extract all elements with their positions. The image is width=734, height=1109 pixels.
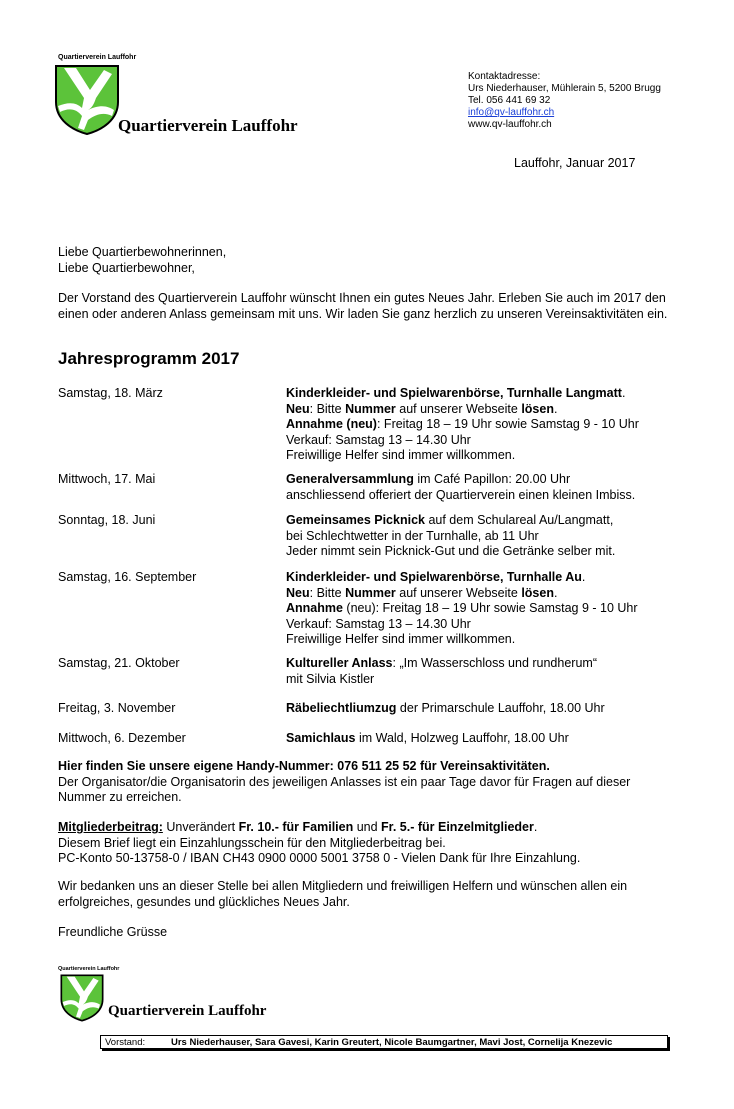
event-text: . <box>581 570 586 584</box>
event-title: Kultureller Anlass <box>286 656 393 670</box>
greeting-line-1: Liebe Quartierbewohnerinnen, <box>58 245 227 259</box>
event-text: : Bitte <box>309 585 346 600</box>
header-org-name: Quartierverein Lauffohr <box>118 116 298 135</box>
event-text: auf unserer Webseite <box>395 585 522 600</box>
program-title: Jahresprogramm 2017 <box>58 349 240 368</box>
event-title: Kinderkleider- und Spielwarenbörse, Turnhalle Langmatt <box>286 386 622 400</box>
event-text: der Primarschule Lauffohr, 18.00 Uhr <box>396 701 605 715</box>
event-date: Samstag, 21. Oktober <box>58 656 180 670</box>
place-date: Lauffohr, Januar 2017 <box>514 156 636 170</box>
board-box <box>100 1035 668 1049</box>
event-description <box>286 513 686 560</box>
event-text: im Wald, Holzweg Lauffohr, 18.00 Uhr <box>355 731 569 745</box>
event-date: Mittwoch, 17. Mai <box>58 472 156 486</box>
event-text-bold: lösen <box>521 585 554 600</box>
event-date: Samstag, 18. März <box>58 386 163 400</box>
handy-info: Der Organisator/die Organisatorin des jeweiligen Anlasses ist ein paar Tage davor für Fragen auf dieser Nummer zu erreichen. <box>58 774 631 804</box>
handy-number: Hier finden Sie unsere eigene Handy-Nummer: 076 511 25 52 für Vereinsaktivitäten. <box>58 759 550 773</box>
event-text: . <box>621 386 626 400</box>
board-members: Urs Niederhauser, Sara Gavesi, Karin Greutert, Nicole Baumgartner, Mavi Jost, Cornelija Knezevic <box>171 1037 613 1048</box>
fee-text: und <box>353 820 382 834</box>
event-text: Freiwillige Helfer sind immer willkommen. <box>286 632 516 646</box>
event-title: Samichlaus <box>286 731 356 745</box>
event-text: Verkauf: Samstag 13 – 14.30 Uhr <box>286 432 471 447</box>
coat-of-arms-icon <box>54 64 120 136</box>
event-text: (neu): Freitag 18 – 19 Uhr sowie Samstag 9 - 10 Uhr <box>342 601 638 615</box>
fee-section <box>58 820 678 867</box>
greeting-line-2: Liebe Quartierbewohner, <box>58 260 195 275</box>
footer-logo-caption: Quartierverein Lauffohr <box>58 966 120 972</box>
event-text: im Café Papillon: 20.00 Uhr <box>413 472 571 486</box>
fee-family: Fr. 10.- für Familien <box>238 820 354 834</box>
greeting <box>58 245 226 276</box>
event-text-bold: Nummer <box>345 401 396 416</box>
fee-text: Unverändert <box>162 820 239 834</box>
event-date: Sonntag, 18. Juni <box>58 513 156 527</box>
event-text: auf unserer Webseite <box>395 401 522 416</box>
event-description <box>286 701 686 717</box>
event-title: Kinderkleider- und Spielwarenbörse, Turnhalle Au <box>286 570 582 584</box>
event-text: Verkauf: Samstag 13 – 14.30 Uhr <box>286 616 471 631</box>
event-text-bold: Annahme <box>286 601 343 615</box>
event-text: : Freitag 18 – 19 Uhr sowie Samstag 9 - 10 Uhr <box>376 417 639 431</box>
intro-paragraph: Der Vorstand des Quartierverein Lauffohr wünscht Ihnen ein gutes Neues Jahr. Erleben Sie auch im 2017 den einen oder anderen Anlass gemeinsam mit uns. Wir laden Sie ganz herzlich zu unseren Vereinsaktivitäten ein. <box>58 291 668 321</box>
handy-section <box>58 759 678 806</box>
event-date: Samstag, 16. September <box>58 570 197 584</box>
event-text: : Bitte <box>309 401 346 416</box>
event-description <box>286 472 686 503</box>
event-text: : „Im Wasserschloss und rundherum“ <box>392 656 597 670</box>
contact-web[interactable]: www.qv-lauffohr.ch <box>468 119 552 130</box>
fee-account: PC-Konto 50-13758-0 / IBAN CH43 0900 0000 5001 3758 0 - Vielen Dank für Ihre Einzahlung. <box>58 851 581 865</box>
closing: Freundliche Grüsse <box>58 925 168 939</box>
event-text: Freiwillige Helfer sind immer willkommen. <box>286 448 516 462</box>
logo-caption: Quartierverein Lauffohr <box>58 54 137 61</box>
footer-logo <box>58 966 120 1024</box>
fee-single: Fr. 5.- für Einzelmitglieder <box>381 820 534 834</box>
event-text: Jeder nimmt sein Picknick-Gut und die Getränke selber mit. <box>286 544 616 558</box>
fee-label: Mitgliederbeitrag: <box>58 820 163 834</box>
event-date: Freitag, 3. November <box>58 701 176 715</box>
event-description <box>286 570 686 648</box>
footer-org-name: Quartierverein Lauffohr <box>108 1003 267 1019</box>
event-text: . <box>553 401 558 416</box>
coat-of-arms-icon <box>60 974 104 1022</box>
event-text: auf dem Schulareal Au/Langmatt, <box>424 513 614 527</box>
header-logo <box>54 54 137 136</box>
event-text-bold: lösen <box>521 401 554 416</box>
event-description <box>286 386 686 464</box>
contact-block <box>468 71 661 131</box>
contact-address: Urs Niederhauser, Mühlerain 5, 5200 Brugg <box>468 83 661 94</box>
event-text-bold: Nummer <box>345 585 396 600</box>
event-text: mit Silvia Kistler <box>286 671 375 686</box>
event-date: Mittwoch, 6. Dezember <box>58 731 186 745</box>
thanks-paragraph: Wir bedanken uns an dieser Stelle bei allen Mitgliedern und freiwilligen Helfern und wünschen allen ein erfolgreiches, gesundes und glückliches Neues Jahr. <box>58 879 628 909</box>
event-description <box>286 656 686 687</box>
event-text-bold: Annahme (neu) <box>286 417 377 431</box>
event-text: anschliessend offeriert der Quartierverein einen kleinen Imbiss. <box>286 487 636 502</box>
fee-enclosure: Diesem Brief liegt ein Einzahlungsschein für den Mitgliederbeitrag bei. <box>58 835 446 850</box>
event-description <box>286 731 686 747</box>
contact-email-link[interactable]: info@qv-lauffohr.ch <box>468 107 555 118</box>
event-title: Gemeinsames Picknick <box>286 513 425 527</box>
event-text-bold: Neu <box>286 401 310 416</box>
contact-title: Kontaktadresse: <box>468 71 541 82</box>
event-text-bold: Neu <box>286 585 310 600</box>
event-title: Generalversammlung <box>286 472 414 486</box>
fee-text: . <box>533 820 538 834</box>
event-text: . <box>553 585 558 600</box>
contact-phone: Tel. 056 441 69 32 <box>468 95 551 106</box>
event-text: bei Schlechtwetter in der Turnhalle, ab 11 Uhr <box>286 528 539 543</box>
board-label: Vorstand: <box>105 1037 146 1048</box>
event-title: Räbeliechtliumzug <box>286 701 397 715</box>
